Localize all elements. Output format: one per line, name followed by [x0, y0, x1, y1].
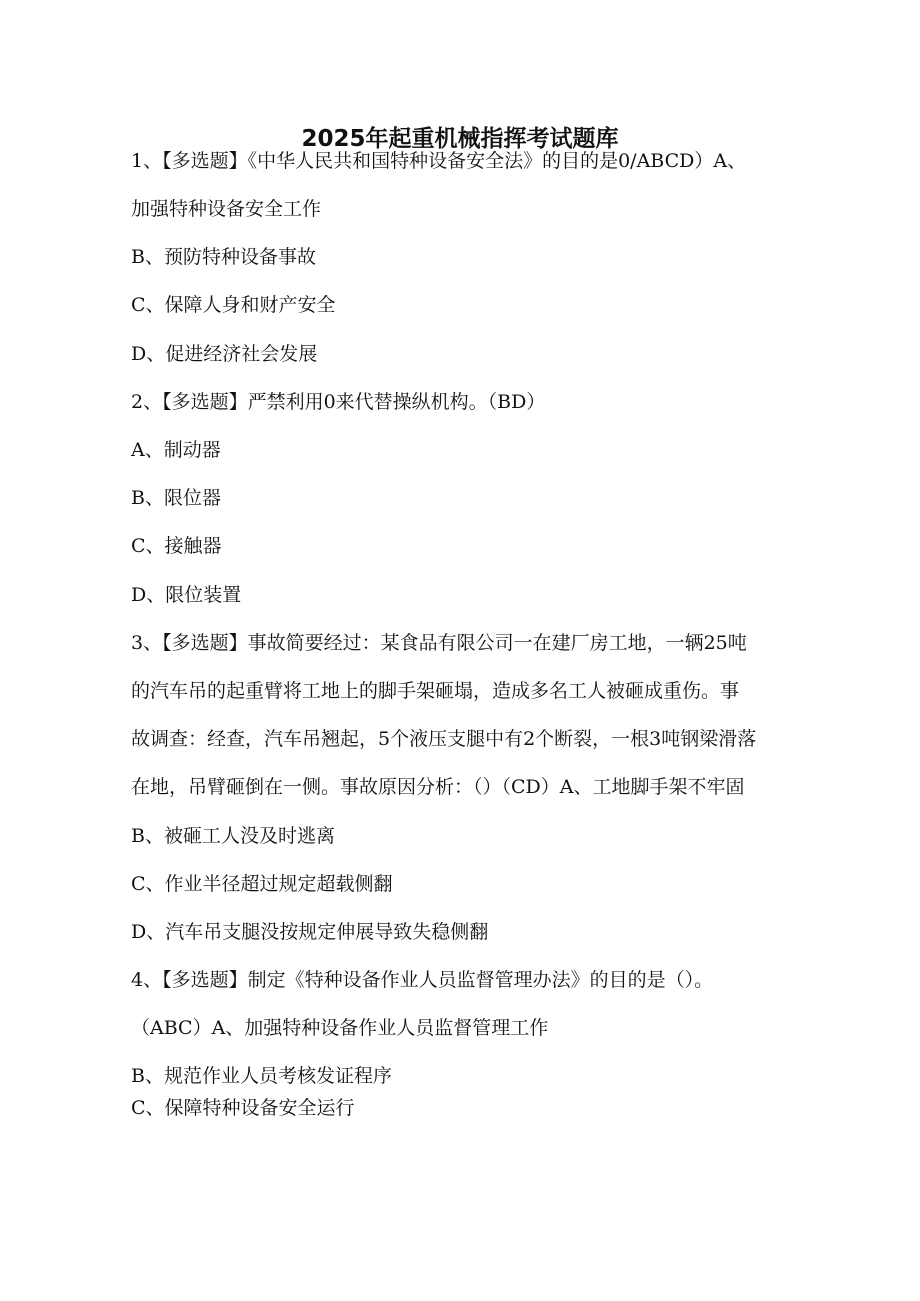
q4-stem-line2: （ABC）A、加强特种设备作业人员监督管理工作 — [131, 1017, 549, 1039]
q3-stem-line1: 3、【多选题】事故简要经过：某食品有限公司一在建厂房工地，一辆25吨 — [131, 632, 747, 654]
q1-option-b: B、预防特种设备事故 — [131, 246, 316, 268]
q4-stem-line1: 4、【多选题】制定《特种设备作业人员监督管理办法》的目的是（）。 — [131, 969, 714, 991]
q4-option-c: C、保障特种设备安全运行 — [131, 1097, 355, 1119]
q2-option-c: C、接触器 — [131, 535, 222, 557]
q2-option-d: D、限位装置 — [131, 584, 242, 606]
q1-stem-line1: 1、【多选题】《中华人民共和国特种设备安全法》的目的是0/ABCD）A、 — [131, 150, 747, 172]
q3-stem-line2: 的汽车吊的起重臂将工地上的脚手架砸塌，造成多名工人被砸成重伤。事 — [131, 680, 740, 702]
q2-stem: 2、【多选题】严禁利用0来代替操纵机构。（BD） — [131, 391, 546, 413]
q4-option-b: B、规范作业人员考核发证程序 — [131, 1065, 392, 1087]
q1-option-d: D、促进经济社会发展 — [131, 343, 318, 365]
q2-option-a: A、制动器 — [131, 439, 221, 461]
q2-option-b: B、限位器 — [131, 487, 221, 509]
q3-option-d: D、汽车吊支腿没按规定伸展导致失稳侧翻 — [131, 921, 489, 943]
q3-stem-line3: 故调查：经查，汽车吊翘起，5个液压支腿中有2个断裂，一根3吨钢梁滑落 — [131, 728, 757, 750]
q3-stem-line4: 在地，吊臂砸倒在一侧。事故原因分析：（）（CD）A、工地脚手架不牢固 — [131, 776, 745, 798]
q1-stem-line2: 加强特种设备安全工作 — [131, 198, 322, 220]
q3-option-c: C、作业半径超过规定超载侧翻 — [131, 873, 393, 895]
document-title: 2025年起重机械指挥考试题库 — [301, 126, 619, 152]
q1-option-c: C、保障人身和财产安全 — [131, 294, 336, 316]
q3-option-b: B、被砸工人没及时逃离 — [131, 825, 335, 847]
